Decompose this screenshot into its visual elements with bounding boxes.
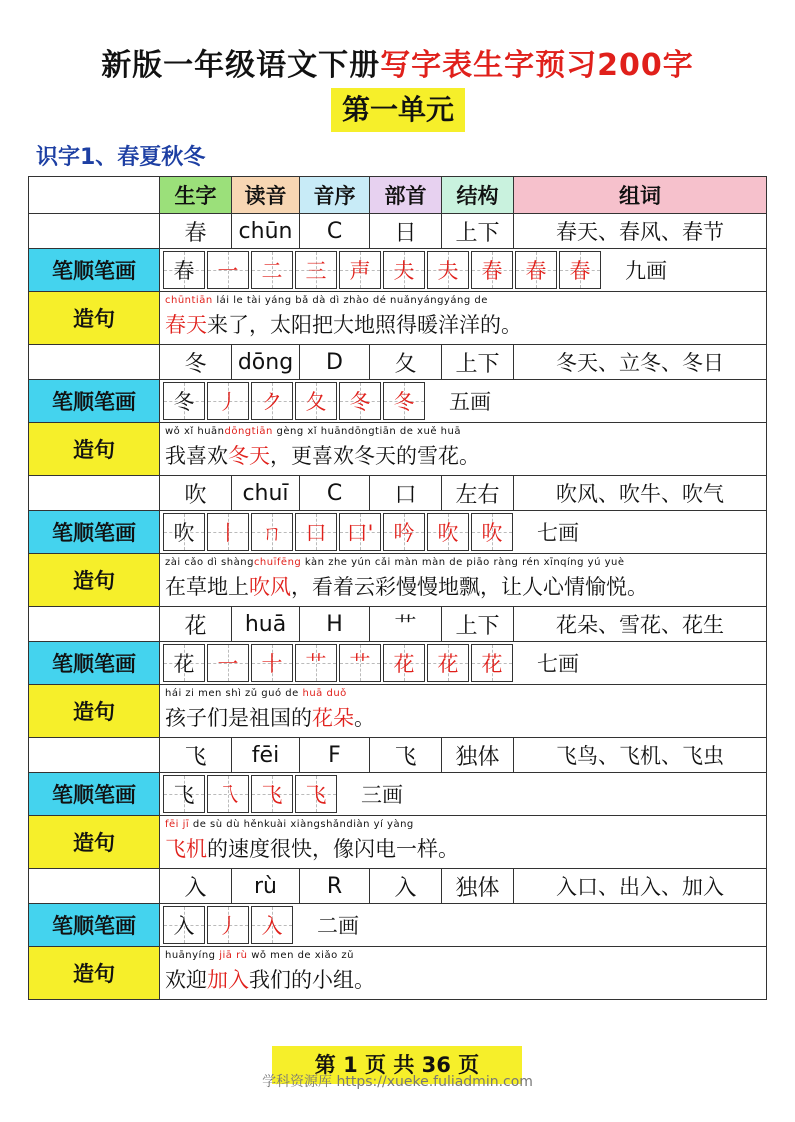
pinyin-cell: huā	[232, 607, 300, 642]
stroke-boxes	[160, 380, 766, 422]
pinyin-red: huā duǒ	[302, 688, 347, 699]
initial-cell: H	[300, 607, 370, 642]
radical-cell: 夂	[370, 345, 442, 380]
pinyin-cell: chuī	[232, 476, 300, 511]
header-blank	[29, 177, 160, 214]
sentence-label: 造句	[29, 816, 160, 869]
initial-cell: D	[300, 345, 370, 380]
pinyin-red: fēi jī	[165, 819, 190, 830]
sentence-pre: 我喜欢	[165, 444, 228, 468]
stroke-cell	[163, 382, 205, 420]
sentence-pinyin	[165, 554, 766, 571]
stroke-cell	[207, 775, 249, 813]
sentence-red: 吹风	[249, 575, 291, 599]
sentence-pinyin	[165, 816, 766, 833]
stroke-count: 五画	[449, 390, 491, 414]
info-blank	[29, 345, 160, 380]
stroke-boxes	[160, 642, 766, 684]
stroke-glyph: 春	[481, 259, 503, 283]
stroke-sequence	[160, 380, 767, 423]
stroke-boxes	[160, 249, 766, 291]
stroke-cell	[251, 775, 293, 813]
stroke-cell	[427, 644, 469, 682]
stroke-glyph: 夂	[305, 390, 327, 414]
pinyin-rest: de sù dù hěnkuài xiàngshǎndiàn yí yàng	[189, 819, 414, 830]
structure-cell: 上下	[442, 345, 514, 380]
stroke-count: 二画	[317, 914, 359, 938]
stroke-sequence	[160, 249, 767, 292]
stroke-cell	[383, 251, 425, 289]
stroke-glyph: 吹	[481, 521, 503, 545]
sentence-rest: ，更喜欢冬天的雪花。	[270, 444, 480, 468]
sentence-cell	[160, 423, 767, 476]
char-info-row	[29, 607, 767, 642]
unit-badge: 第一单元	[331, 88, 465, 132]
pinyin-red: chūntiān	[165, 295, 213, 306]
stroke-cell	[163, 513, 205, 551]
character-table	[28, 176, 767, 1000]
stroke-boxes	[160, 904, 766, 946]
info-blank	[29, 607, 160, 642]
stroke-glyph: 入	[261, 914, 283, 938]
sentence-red: 加入	[207, 968, 249, 992]
lesson-title: 识字1、春夏秋冬	[36, 145, 206, 170]
sentence-row	[29, 554, 767, 607]
stroke-cell	[427, 251, 469, 289]
stroke-glyph: 一	[217, 652, 239, 676]
stroke-glyph: 十	[261, 652, 283, 676]
sentence-row	[29, 816, 767, 869]
sentence-row	[29, 292, 767, 345]
stroke-glyph: 乁	[217, 783, 239, 807]
pinyin-cell: rù	[232, 869, 300, 904]
sentence-label: 造句	[29, 685, 160, 738]
sentence-text	[165, 964, 766, 994]
stroke-glyph: 夫	[393, 259, 415, 283]
structure-cell: 独体	[442, 869, 514, 904]
sentence-text	[165, 833, 766, 863]
structure-cell: 上下	[442, 607, 514, 642]
sentence-cell	[160, 685, 767, 738]
page-title	[0, 40, 795, 84]
sentence-pre: 在草地上	[165, 575, 249, 599]
sentence-rest: ，看着云彩慢慢地飘，让人心情愉悦。	[291, 575, 648, 599]
pinyin-red: chuīfēng	[253, 557, 302, 568]
stroke-cell	[207, 382, 249, 420]
sentence-rest: 。	[354, 706, 375, 730]
stroke-sequence	[160, 511, 767, 554]
stroke-glyph: 一	[217, 259, 239, 283]
stroke-cell	[295, 251, 337, 289]
stroke-count: 七画	[537, 521, 579, 545]
stroke-cell	[339, 382, 381, 420]
header-zc: 组词	[514, 177, 767, 214]
stroke-glyph: 冬	[173, 390, 195, 414]
stroke-glyph: 艹	[349, 652, 371, 676]
char-info-row	[29, 738, 767, 773]
stroke-glyph: 吹	[173, 521, 195, 545]
stroke-cell	[295, 513, 337, 551]
sentence-label: 造句	[29, 292, 160, 345]
sentence-pinyin	[165, 685, 766, 702]
stroke-cell	[251, 644, 293, 682]
words-cell: 冬天、立冬、冬日	[514, 345, 767, 380]
sentence-wrap	[160, 423, 766, 475]
pinyin-pre: hái zi men shì zǔ guó de	[165, 688, 303, 699]
char-cell: 飞	[160, 738, 232, 773]
stroke-glyph: 花	[437, 652, 459, 676]
sentence-cell	[160, 292, 767, 345]
pinyin-cell: chūn	[232, 214, 300, 249]
page-footer: 第 1 页 共 36 页	[272, 1046, 522, 1084]
words-cell: 吹风、吹牛、吹气	[514, 476, 767, 511]
sentence-cell	[160, 816, 767, 869]
stroke-sequence	[160, 773, 767, 816]
char-info-row	[29, 869, 767, 904]
title-red: 写字表生字预习200字	[380, 48, 694, 83]
char-info-row	[29, 476, 767, 511]
words-cell: 花朵、雪花、花生	[514, 607, 767, 642]
stroke-cell	[383, 382, 425, 420]
pinyin-rest: wǒ men de xiǎo zǔ	[247, 950, 354, 961]
stroke-boxes	[160, 773, 766, 815]
stroke-glyph: ㄇ	[261, 521, 283, 545]
stroke-row	[29, 380, 767, 423]
stroke-glyph: 口'	[346, 521, 374, 545]
stroke-boxes	[160, 511, 766, 553]
stroke-label: 笔顺笔画	[29, 249, 160, 292]
stroke-glyph: 冬	[393, 390, 415, 414]
sentence-label: 造句	[29, 947, 160, 1000]
structure-cell: 上下	[442, 214, 514, 249]
stroke-row	[29, 642, 767, 685]
structure-cell: 左右	[442, 476, 514, 511]
pinyin-cell: fēi	[232, 738, 300, 773]
stroke-glyph: 吹	[437, 521, 459, 545]
pinyin-red: jiā rù	[219, 950, 248, 961]
sentence-pinyin	[165, 423, 766, 440]
sentence-row	[29, 423, 767, 476]
stroke-row	[29, 773, 767, 816]
header-yx: 音序	[300, 177, 370, 214]
sentence-label: 造句	[29, 554, 160, 607]
char-cell: 冬	[160, 345, 232, 380]
stroke-cell	[163, 775, 205, 813]
sentence-row	[29, 947, 767, 1000]
stroke-glyph: 飞	[173, 783, 195, 807]
pinyin-red: dōngtiān	[224, 426, 273, 437]
stroke-cell	[251, 251, 293, 289]
stroke-glyph: 冬	[349, 390, 371, 414]
stroke-count: 九画	[625, 259, 667, 283]
stroke-cell	[383, 513, 425, 551]
header-dy: 读音	[232, 177, 300, 214]
stroke-cell	[295, 644, 337, 682]
stroke-glyph: 声	[349, 259, 371, 283]
sentence-wrap	[160, 554, 766, 606]
stroke-cell	[163, 644, 205, 682]
stroke-glyph: 春	[525, 259, 547, 283]
stroke-cell	[207, 251, 249, 289]
radical-cell: 口	[370, 476, 442, 511]
char-info-row	[29, 345, 767, 380]
stroke-cell	[251, 513, 293, 551]
initial-cell: R	[300, 869, 370, 904]
sentence-text	[165, 440, 766, 470]
sentence-pinyin	[165, 947, 766, 964]
header-jg: 结构	[442, 177, 514, 214]
stroke-cell	[295, 775, 337, 813]
pinyin-pre: wǒ xǐ huān	[165, 426, 225, 437]
sentence-text	[165, 309, 766, 339]
stroke-glyph: 夫	[437, 259, 459, 283]
header-bs: 部首	[370, 177, 442, 214]
sentence-red: 冬天	[228, 444, 270, 468]
stroke-glyph: ク	[261, 390, 283, 414]
sentence-pre: 欢迎	[165, 968, 207, 992]
pinyin-rest: gèng xǐ huāndōngtiān de xuě huā	[272, 426, 461, 437]
pinyin-pre: huānyíng	[165, 950, 220, 961]
initial-cell: F	[300, 738, 370, 773]
stroke-cell	[427, 513, 469, 551]
stroke-glyph: 丨	[217, 521, 239, 545]
stroke-sequence	[160, 904, 767, 947]
stroke-glyph: 三	[305, 259, 327, 283]
char-cell: 花	[160, 607, 232, 642]
info-blank	[29, 476, 160, 511]
stroke-label: 笔顺笔画	[29, 380, 160, 423]
sentence-rest: 的速度很快，像闪电一样。	[207, 837, 459, 861]
pinyin-pre: zài cǎo dì shàng	[165, 557, 254, 568]
stroke-cell	[471, 644, 513, 682]
stroke-glyph: 春	[569, 259, 591, 283]
pinyin-cell: dōng	[232, 345, 300, 380]
sentence-wrap	[160, 816, 766, 868]
header-sz: 生字	[160, 177, 232, 214]
stroke-count: 三画	[361, 783, 403, 807]
stroke-cell	[251, 906, 293, 944]
title-black: 新版一年级语文下册	[101, 48, 381, 83]
stroke-glyph: 飞	[261, 783, 283, 807]
stroke-glyph: 花	[481, 652, 503, 676]
stroke-cell	[339, 644, 381, 682]
sentence-cell	[160, 947, 767, 1000]
char-info-row	[29, 214, 767, 249]
words-cell: 飞鸟、飞机、飞虫	[514, 738, 767, 773]
radical-cell: 艹	[370, 607, 442, 642]
info-blank	[29, 214, 160, 249]
stroke-count: 七画	[537, 652, 579, 676]
initial-cell: C	[300, 214, 370, 249]
stroke-cell	[339, 513, 381, 551]
stroke-glyph: 飞	[305, 783, 327, 807]
stroke-glyph: 入	[173, 914, 195, 938]
initial-cell: C	[300, 476, 370, 511]
stroke-cell	[515, 251, 557, 289]
sentence-wrap	[160, 947, 766, 999]
stroke-glyph: 艹	[305, 652, 327, 676]
radical-cell: 日	[370, 214, 442, 249]
stroke-cell	[207, 513, 249, 551]
char-cell: 春	[160, 214, 232, 249]
stroke-cell	[163, 251, 205, 289]
stroke-row	[29, 249, 767, 292]
char-cell: 入	[160, 869, 232, 904]
stroke-glyph: 二	[261, 259, 283, 283]
sentence-red: 飞机	[165, 837, 207, 861]
sentence-wrap	[160, 685, 766, 737]
words-cell: 入口、出入、加入	[514, 869, 767, 904]
sentence-text	[165, 702, 766, 732]
stroke-glyph: 吟	[393, 521, 415, 545]
stroke-glyph: 花	[173, 652, 195, 676]
stroke-row	[29, 904, 767, 947]
sentence-row	[29, 685, 767, 738]
structure-cell: 独体	[442, 738, 514, 773]
pinyin-rest: kàn zhe yún cǎi màn màn de piāo ràng rén xīnqíng yú yuè	[301, 557, 625, 568]
table-header	[29, 177, 767, 214]
stroke-cell	[471, 251, 513, 289]
info-blank	[29, 738, 160, 773]
stroke-cell	[251, 382, 293, 420]
stroke-sequence	[160, 642, 767, 685]
stroke-glyph: 花	[393, 652, 415, 676]
sentence-red: 花朵	[312, 706, 354, 730]
stroke-glyph: 春	[173, 259, 195, 283]
stroke-cell	[339, 251, 381, 289]
words-cell: 春天、春风、春节	[514, 214, 767, 249]
sentence-red: 春天	[165, 313, 207, 337]
stroke-cell	[207, 906, 249, 944]
stroke-cell	[207, 644, 249, 682]
stroke-cell	[559, 251, 601, 289]
stroke-label: 笔顺笔画	[29, 642, 160, 685]
stroke-cell	[163, 906, 205, 944]
radical-cell: 入	[370, 869, 442, 904]
stroke-label: 笔顺笔画	[29, 773, 160, 816]
sentence-cell	[160, 554, 767, 607]
sentence-rest: 我们的小组。	[249, 968, 375, 992]
stroke-cell	[295, 382, 337, 420]
stroke-cell	[383, 644, 425, 682]
stroke-label: 笔顺笔画	[29, 904, 160, 947]
pinyin-rest: lái le tài yáng bǎ dà dì zhào dé nuǎnyángyáng de	[212, 295, 488, 306]
stroke-cell	[471, 513, 513, 551]
sentence-pinyin	[165, 292, 766, 309]
watermark-text: 学科资源库 https://xueke.fuliadmin.com	[262, 1074, 533, 1090]
sentence-pre: 孩子们是祖国的	[165, 706, 312, 730]
char-cell: 吹	[160, 476, 232, 511]
stroke-row	[29, 511, 767, 554]
sentence-text	[165, 571, 766, 601]
sentence-rest: 来了，太阳把大地照得暖洋洋的。	[207, 313, 522, 337]
stroke-glyph: 丿	[217, 390, 239, 414]
info-blank	[29, 869, 160, 904]
sentence-wrap	[160, 292, 766, 344]
stroke-glyph: 丿	[217, 914, 239, 938]
sentence-label: 造句	[29, 423, 160, 476]
stroke-glyph: 口	[305, 521, 327, 545]
stroke-label: 笔顺笔画	[29, 511, 160, 554]
radical-cell: 飞	[370, 738, 442, 773]
